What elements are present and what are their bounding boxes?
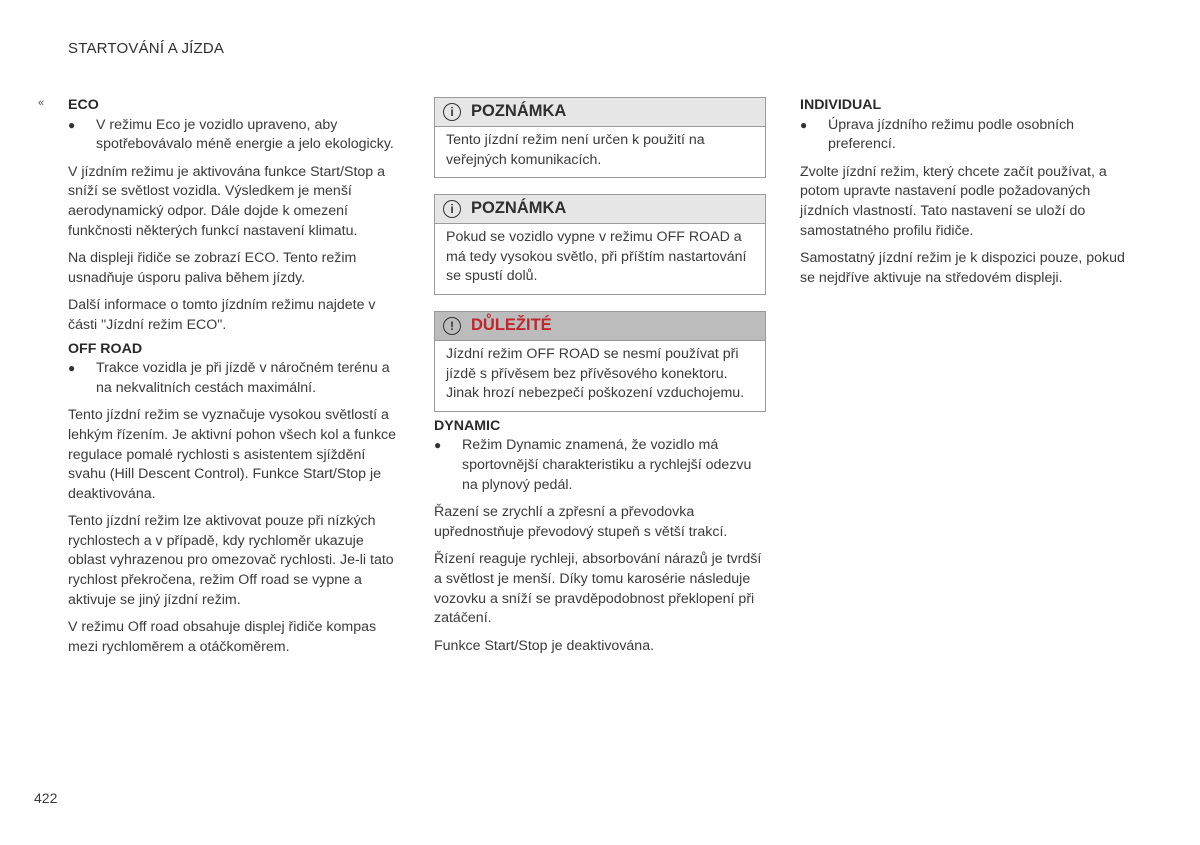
eco-paragraph-1: V jízdním režimu je aktivována funkce Start/Stop a sníží se světlost vozidla. Výsledkem je menší aerodynamický odpor. Dále dojde k omezení funkčnosti některých funkcí nastavení klimatu. [68,163,386,239]
back-arrows-icon[interactable]: « [38,97,42,109]
offroad-bullet-text: Trakce vozidla je při jízdě v náročném terénu a na nekvalitních cestách maximální. [96,360,390,396]
page-number: 422 [34,790,58,806]
note-box-1-header [435,98,765,127]
note-box-2-title: POZNÁMKA [471,199,567,218]
important-box-title: DŮLEŽITÉ [471,316,552,335]
eco-heading: ECO [68,97,99,113]
note-box-2-header [435,195,765,224]
offroad-paragraph-1: Tento jízdní režim se vyznačuje vysokou světlostí a lehkým řízením. Je aktivní pohon všech kol a funkce regulace pomalé rychlosti s asistentem sjíždění svahu (Hill Descent Control). Funkce Start/Stop je deaktivována. [68,407,397,502]
info-icon: i [443,103,461,121]
warning-icon: ! [443,317,461,335]
offroad-paragraph-3: V režimu Off road obsahuje displej řidiče kompas mezi rychloměrem a otáčkoměrem. [68,619,377,655]
important-box-header [435,312,765,341]
bullet-icon: ● [800,117,808,132]
bullet-icon: ● [434,438,442,453]
bullet-icon: ● [68,117,76,132]
dynamic-paragraph-1: Řazení se zrychlí a zpřesní a převodovka upřednostňuje převodový stupeň s větší trakcí. [434,504,728,540]
note-box-1 [434,97,766,178]
offroad-bullet-item [68,359,404,398]
dynamic-heading: DYNAMIC [434,417,501,434]
dynamic-paragraph-2: Řízení reaguje rychleji, absorbování nárazů je tvrdší a světlost je menší. Díky tomu karosérie následuje vozovku a sníží se pravděpodobnost překlopení při zatáčení. [434,551,762,627]
eco-bullet-text: V režimu Eco je vozidlo upraveno, aby spotřebovávalo méně energie a jelo ekologicky. [96,116,394,153]
individual-paragraph-2: Samostatný jízdní režim je k dispozici pouze, pokud se nejdříve aktivuje na středovém displeji. [800,250,1125,286]
individual-paragraph-1: Zvolte jízdní režim, který chcete začít používat, a potom upravte nastavení podle požadovaných jízdních vlastností. Tato nastavení se uloží do samostatného profilu řidiče. [800,163,1107,239]
eco-paragraph-3: Další informace o tomto jízdním režimu najdete v části "Jízdní režim ECO". [68,297,376,333]
note-box-1-text: Tento jízdní režim není určen k použití na veřejných komunikacích. [446,132,705,168]
offroad-paragraph-2: Tento jízdní režim lze aktivovat pouze při nízkých rychlostech a v případě, kdy rychloměr ukazuje oblast vyhrazenou pro omezovač rychlosti. Je-li tato rychlost překročena, režim Off road se vypne a aktivuje se jiný jízdní režim. [68,513,394,608]
individual-bullet-item [800,116,1130,155]
individual-heading: INDIVIDUAL [800,97,882,113]
dynamic-bullet-text: Režim Dynamic znamená, že vozidlo má sportovnější charakteristiku a rychlejší odezvu na plynový pedál. [462,437,752,493]
important-box-text: Jízdní režim OFF ROAD se nesmí používat při jízdě s přívěsem bez přívěsového konektoru. Jinak hrozí nebezpečí poškození vzduchojemu. [446,345,745,402]
note-box-2-text: Pokud se vozidlo vypne v režimu OFF ROAD a má tedy vysokou světlo, při příštím nastartování se spustí dolů. [446,229,747,285]
individual-bullet-text: Úprava jízdního režimu podle osobních preferencí. [828,116,1075,153]
info-icon: i [443,200,461,218]
offroad-heading: OFF ROAD [68,340,143,357]
note-box-2 [434,194,766,295]
column-left [68,96,404,665]
important-box [434,311,766,412]
note-box-1-title: POZNÁMKA [471,102,567,121]
column-middle [434,97,766,664]
column-right [800,96,1130,296]
dynamic-paragraph-3: Funkce Start/Stop je deaktivována. [434,637,655,654]
eco-bullet-item [68,116,404,155]
eco-paragraph-2: Na displeji řidiče se zobrazí ECO. Tento režim usnadňuje úsporu paliva během jízdy. [68,250,357,286]
dynamic-bullet-item [434,436,766,495]
bullet-icon: ● [68,361,76,376]
page-header-title: STARTOVÁNÍ A JÍZDA [68,40,225,57]
